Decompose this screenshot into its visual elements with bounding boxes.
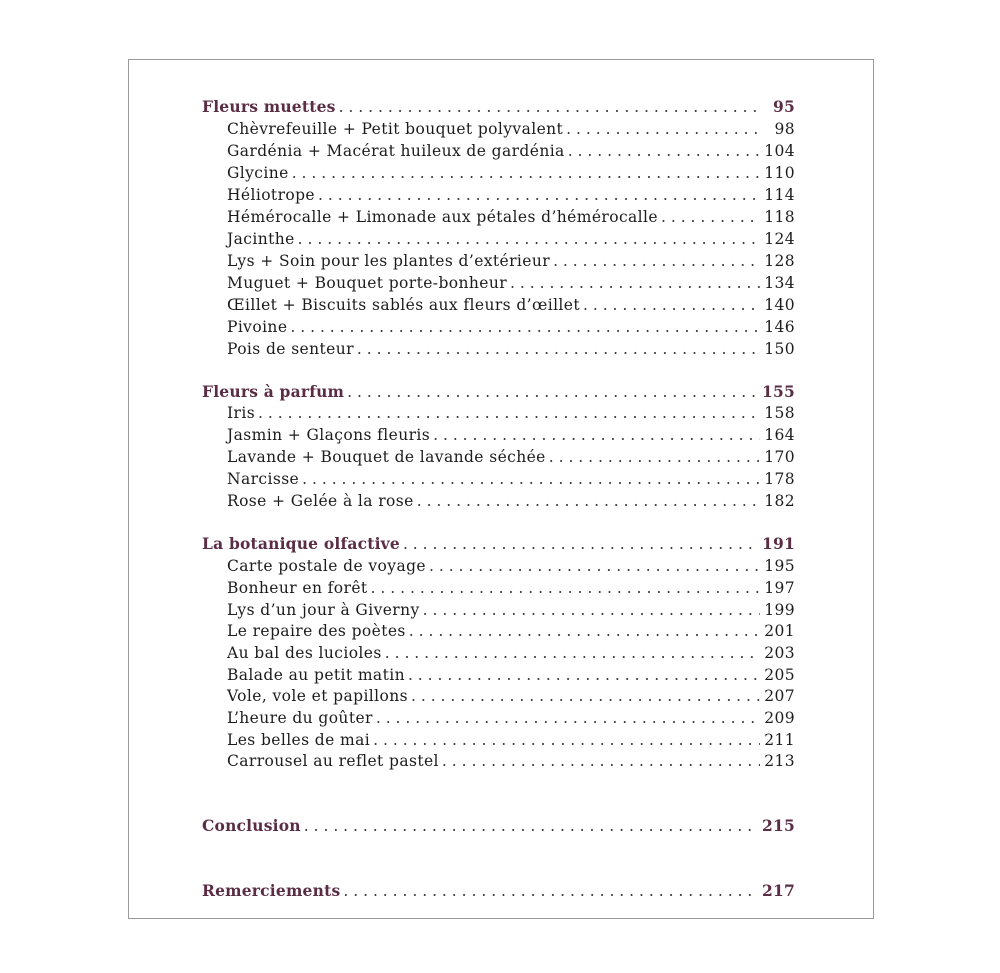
toc-entry[interactable] [227, 184, 795, 206]
dot-leader [409, 620, 760, 642]
toc-section-fleurs-a-parfum[interactable] [202, 381, 795, 403]
entry-label: L’heure du goûter [227, 709, 373, 727]
toc-entry[interactable] [227, 577, 795, 599]
dot-leader [566, 118, 761, 140]
entry-label: Muguet + Bouquet porte-bonheur [227, 274, 508, 292]
entry-page-number: 209 [764, 709, 795, 727]
toc-entry[interactable] [227, 468, 795, 490]
dot-leader [408, 664, 760, 686]
entry-label: Lavande + Bouquet de lavande séchée [227, 448, 546, 466]
dot-leader [347, 381, 758, 403]
entry-page-number: 118 [764, 208, 795, 226]
entry-page-number: 124 [764, 230, 795, 248]
entry-page-number: 134 [764, 274, 795, 292]
entry-label: Lys d’un jour à Giverny [227, 601, 420, 619]
entry-page-number: 104 [764, 142, 795, 160]
toc-section-la-botanique-olfactive[interactable] [202, 533, 795, 555]
entry-page-number: 128 [764, 252, 795, 270]
entry-label: Balade au petit matin [227, 666, 405, 684]
entry-page-number: 110 [764, 164, 795, 182]
section-page-number: 215 [762, 816, 795, 835]
toc-entry[interactable] [227, 707, 795, 729]
entry-page-number: 197 [764, 579, 795, 597]
entry-label: Chèvrefeuille + Petit bouquet polyvalent [227, 120, 564, 138]
entry-page-number: 207 [764, 687, 795, 705]
dot-leader [343, 880, 758, 902]
dot-leader [258, 402, 760, 424]
toc-entry[interactable] [227, 272, 795, 294]
dot-leader [318, 184, 760, 206]
entry-page-number: 140 [764, 296, 795, 314]
entry-label: Bonheur en forêt [227, 579, 368, 597]
dot-leader [661, 206, 760, 228]
entry-label: Gardénia + Macérat huileux de gardénia [227, 142, 565, 160]
entry-label: Œillet + Biscuits sablés aux fleurs d’œillet [227, 296, 580, 314]
entry-page-number: 158 [764, 404, 795, 422]
dot-leader [411, 685, 760, 707]
dot-leader [510, 272, 760, 294]
entry-label: Carte postale de voyage [227, 557, 426, 575]
toc-entry[interactable] [227, 555, 795, 577]
entry-page-number: 146 [764, 318, 795, 336]
section-title: La botanique olfactive [202, 534, 400, 553]
toc-entry[interactable] [227, 140, 795, 162]
section-page-number: 217 [762, 881, 795, 900]
entry-page-number: 201 [764, 622, 795, 640]
section-page-number: 155 [762, 382, 795, 401]
toc-entry[interactable] [227, 750, 795, 772]
dot-leader [339, 96, 761, 118]
toc-entry[interactable] [227, 446, 795, 468]
entry-page-number: 213 [764, 752, 795, 770]
section-title: Fleurs muettes [202, 97, 336, 116]
toc-entry[interactable] [227, 294, 795, 316]
toc-entry[interactable] [227, 664, 795, 686]
dot-leader [403, 533, 758, 555]
toc-entry[interactable] [227, 729, 795, 751]
dot-leader [373, 729, 760, 751]
toc-entry[interactable] [227, 599, 795, 621]
toc-section-conclusion[interactable] [202, 815, 795, 837]
entry-label: Le repaire des poètes [227, 622, 406, 640]
entry-page-number: 199 [764, 601, 795, 619]
toc-entry[interactable] [227, 206, 795, 228]
dot-leader [583, 294, 760, 316]
dot-leader [290, 316, 760, 338]
section-title: Fleurs à parfum [202, 382, 345, 401]
toc-entry[interactable] [227, 424, 795, 446]
dot-leader [429, 555, 760, 577]
entry-page-number: 178 [764, 470, 795, 488]
entry-label: Jasmin + Glaçons fleuris [227, 426, 431, 444]
toc-entry[interactable] [227, 250, 795, 272]
entry-page-number: 195 [764, 557, 795, 575]
entry-page-number: 98 [774, 120, 795, 138]
toc-section-remerciements[interactable] [202, 880, 795, 902]
dot-leader [442, 750, 760, 772]
entry-page-number: 164 [764, 426, 795, 444]
toc-entry[interactable] [227, 338, 795, 360]
dot-leader [376, 707, 760, 729]
toc-entry[interactable] [227, 620, 795, 642]
section-title: Conclusion [202, 816, 301, 835]
dot-leader [433, 424, 760, 446]
toc-entry[interactable] [227, 228, 795, 250]
dot-leader [549, 446, 760, 468]
toc-entry[interactable] [227, 402, 795, 424]
dot-leader [423, 599, 761, 621]
entry-label: Rose + Gelée à la rose [227, 492, 414, 510]
dot-leader [553, 250, 760, 272]
entry-label: Pivoine [227, 318, 288, 336]
entry-page-number: 114 [764, 186, 795, 204]
section-title: Remerciements [202, 881, 341, 900]
dot-leader [385, 642, 760, 664]
entry-label: Vole, vole et papillons [227, 687, 408, 705]
dot-leader [568, 140, 761, 162]
entry-label: Les belles de mai [227, 731, 371, 749]
toc-entry[interactable] [227, 118, 795, 140]
entry-label: Narcisse [227, 470, 300, 488]
toc-entry[interactable] [227, 642, 795, 664]
toc-entry[interactable] [227, 685, 795, 707]
toc-entry[interactable] [227, 316, 795, 338]
entry-page-number: 182 [764, 492, 795, 510]
entry-label: Hémérocalle + Limonade aux pétales d’hémérocalle [227, 208, 658, 226]
entry-page-number: 211 [764, 731, 795, 749]
toc-entry[interactable] [227, 490, 795, 512]
dot-leader [304, 815, 758, 837]
entry-label: Pois de senteur [227, 340, 354, 358]
dot-leader [371, 577, 761, 599]
entry-page-number: 205 [764, 666, 795, 684]
entry-page-number: 150 [764, 340, 795, 358]
section-page-number: 191 [762, 534, 795, 553]
page-frame [128, 59, 874, 919]
entry-page-number: 203 [764, 644, 795, 662]
entry-page-number: 170 [764, 448, 795, 466]
toc-entry[interactable] [227, 162, 795, 184]
entry-label: Glycine [227, 164, 289, 182]
entry-label: Lys + Soin pour les plantes d’extérieur [227, 252, 551, 270]
dot-leader [298, 228, 761, 250]
entry-label: Carrousel au reflet pastel [227, 752, 439, 770]
dot-leader [302, 468, 760, 490]
section-page-number: 95 [773, 97, 795, 116]
dot-leader [357, 338, 760, 360]
dot-leader [292, 162, 761, 184]
dot-leader [417, 490, 760, 512]
entry-label: Jacinthe [227, 230, 295, 248]
entry-label: Iris [227, 404, 256, 422]
entry-label: Héliotrope [227, 186, 316, 204]
toc-section-fleurs-muettes[interactable] [202, 96, 795, 118]
entry-label: Au bal des lucioles [227, 644, 382, 662]
